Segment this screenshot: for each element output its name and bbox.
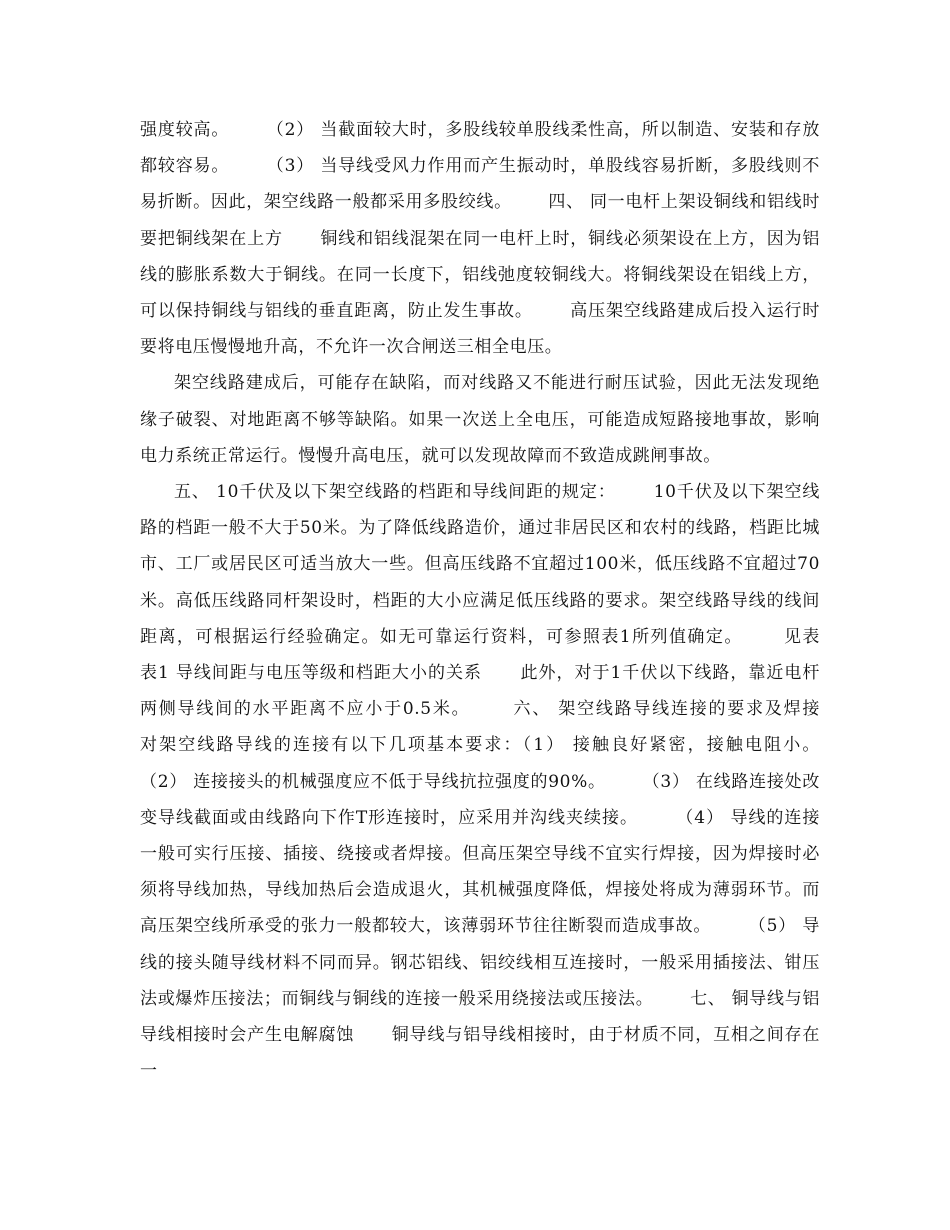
paragraph-2: 架空线路建成后，可能存在缺陷，而对线路又不能进行耐压试验，因此无法发现绝缘子破裂、对地距离不够等缺陷。如果一次送上全电压，可能造成短路接地事故，影响电力系统正常运行。慢慢升高电压，就可以发现故障而不致造成跳闸事故。 [140,373,820,466]
document-body [140,112,857,1089]
paragraph-3: 五、 10千伏及以下架空线路的档距和导线间距的规定： 10千伏及以下架空线路的档距一般不大于50米。为了降低线路造价，通过非居民区和农村的线路，档距比城市、工厂或居民区可适当放大一些。但高压线路不宜超过100米，低压线路不宜超过70米。高低压线路同杆架设时，档距的大小应满足低压线路的要求。架空线路导线的线间距离，可根据运行经验确定。如无可靠运行资料，可参照表1所列值确定。 见表 表1 导线间距与电压等级和档距大小的关系 此外，对于1千伏以下线路，靠近电杆两侧导线间的水平距离不应小于0.5米。 六、 架空线路导线连接的要求及焊接 对架空线路导线的连接有以下几项基本要求：（1） 接触良好紧密，接触电阻小。 （2） 连接接头的机械强度应不低于导线抗拉强度的90%。 （3） 在线路连接处改变导线截面或由线路向下作T形连接时，应采用并沟线夹续接。 （4） 导线的连接一般可实行压接、插接、绕接或者焊接。但高压架空导线不宜实行焊接，因为焊接时必须将导线加热，导线加热后会造成退火，其机械强度降低，焊接处将成为薄弱环节。而高压架空线所承受的张力一般都较大，该薄弱环节往往断裂而造成事故。 （5） 导线的接头随导线材料不同而异。钢芯铝线、铝绞线相互连接时，一般采用插接法、钳压法或爆炸压接法；而铜线与铜线的连接一般采用绕接法或压接法。 七、 铜导线与铝导线相接时会产生电解腐蚀 铜导线与铝导线相接时，由于材质不同，互相之间存在一 [140,482,857,1082]
paragraph-1: 强度较高。 （2） 当截面较大时，多股线较单股线柔性高，所以制造、安装和存放都较容易。 （3） 当导线受风力作用而产生振动时，单股线容易折断，多股线则不易折断。因此，架空线路一般都采用多股绞线。 四、 同一电杆上架设铜线和铝线时要把铜线架在上方 铜线和铝线混架在同一电杆上时，铜线必须架设在上方，因为铝线的膨胀系数大于铜线。在同一长度下，铝线弛度较铜线大。将铜线架设在铝线上方，可以保持铜线与铝线的垂直距离，防止发生事故。 高压架空线路建成后投入运行时要将电压慢慢地升高，不允许一次合闸送三相全电压。 [140,120,820,358]
